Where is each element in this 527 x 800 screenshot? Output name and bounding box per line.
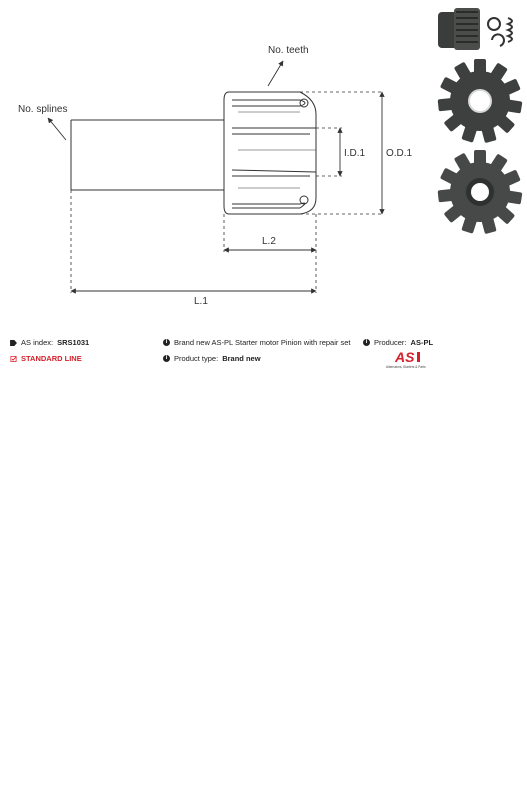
producer-row xyxy=(363,338,433,347)
logo-mark: AS xyxy=(395,349,415,365)
info-icon: i xyxy=(163,339,170,346)
producer-value: AS-PL xyxy=(410,338,434,347)
shaft-outline xyxy=(71,120,224,190)
standard-line-row xyxy=(10,354,82,363)
standard-line-label: STANDARD LINE xyxy=(21,354,82,363)
product-photo-back xyxy=(436,148,524,236)
description-row xyxy=(163,338,350,347)
splines-label: No. splines xyxy=(18,104,68,115)
product-photo-side xyxy=(432,4,524,56)
product-type-row xyxy=(163,354,261,363)
l2-label: L.2 xyxy=(262,236,276,247)
splines-leader xyxy=(48,118,66,140)
product-type-label: Product type: xyxy=(174,354,219,363)
info-icon: i xyxy=(163,355,170,362)
info-icon: i xyxy=(363,339,370,346)
od-label: O.D.1 xyxy=(386,148,413,159)
id-label: I.D.1 xyxy=(344,148,366,159)
pinion-outline xyxy=(224,92,316,214)
as-index-label: AS index: xyxy=(21,338,54,347)
tag-icon xyxy=(10,340,17,346)
teeth-leader xyxy=(268,61,283,86)
check-square-icon xyxy=(10,356,17,362)
product-photo-front xyxy=(436,57,524,145)
teeth-label: No. teeth xyxy=(268,45,309,56)
as-index-value: SRS1031 xyxy=(57,338,90,347)
description-text: Brand new AS-PL Starter motor Pinion with repair set xyxy=(174,338,351,347)
product-type-value: Brand new xyxy=(222,354,261,363)
as-index-row xyxy=(10,338,89,347)
producer-label: Producer: xyxy=(374,338,407,347)
as-pl-logo xyxy=(386,349,430,369)
logo-tagline: Alternators, Starters & Parts xyxy=(386,365,426,369)
l1-label: L.1 xyxy=(194,296,208,307)
